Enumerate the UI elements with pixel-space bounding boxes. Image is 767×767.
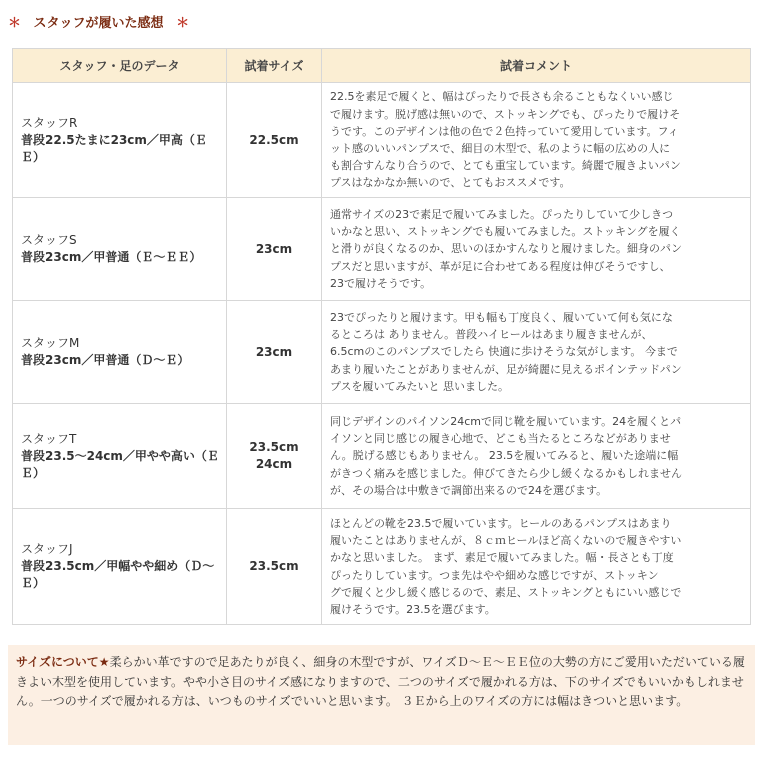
trial-size: 23cm <box>255 241 293 256</box>
size-note-body: 柔らかい革ですので足あたりが良く、細身の木型ですが、ワイズＤ～Ｅ～ＥＥ位の大勢の方にご愛用いただいている履きよい木型を使用しています。やや小さ目のサイズ感になりますので、二つのサイズで履かれる方は、下のサイズでもいいかもしれません。一つのサイズで履かれる方は、いつものサイズでいいと思います。 ３Ｅから上のワイズの方には幅はきついと思います。 <box>16 655 745 708</box>
trial-size-alt: 24cm <box>255 457 293 471</box>
size-cell <box>227 301 322 404</box>
header-comment: 試着コメント <box>322 49 751 83</box>
size-cell <box>227 198 322 301</box>
table-header-row <box>13 49 751 83</box>
staff-name: スタッフJ <box>21 542 73 556</box>
comment-cell <box>322 83 751 198</box>
table-row <box>13 404 751 509</box>
trial-comment: ほとんどの靴を23.5で履いています。ヒールのあるパンプスはあまり 履いたことはありませんが、８ｃｍヒールほど高くないので履きやすい かなと思いました。 まず、素足で履いてみました。幅・長さとも丁度 ぴったりしています。つま先はやや細めな感じですが、ストッキン グで履くと少し緩く感じるので、素足、ストッキングともにいい感じで 履けそうです。23.5を選びます。 <box>330 516 682 616</box>
trial-size: 22.5cm <box>249 132 299 147</box>
table-row <box>13 301 751 404</box>
comment-cell <box>322 509 751 625</box>
table-row <box>13 83 751 198</box>
trial-size: 23cm <box>255 344 293 359</box>
title-star-left: ＊ <box>8 16 22 31</box>
trial-comment: 通常サイズの23で素足で履いてみました。ぴったりしていて少しきつ いかなと思い、ストッキングでも履いてみました。ストッキングを履く と滑りが良くなるのか、思いのほかすんなりと履けました。細身のパン プスだと思いますが、革が足に合わせてある程度は伸びそうですし、 23で履けそうです。 <box>330 207 682 290</box>
foot-data: 普段23.5～24cm／甲やや高い（ＥＥ） <box>21 448 219 480</box>
foot-data: 普段23cm／甲普通（Ｄ～Ｅ） <box>21 353 190 367</box>
trial-size: 23.5cm <box>249 440 299 454</box>
header-staff: スタッフ・足のデータ <box>13 49 227 83</box>
size-note <box>8 645 755 745</box>
size-cell <box>227 509 322 625</box>
title-star-right: ＊ <box>176 16 190 31</box>
title-text: スタッフが履いた感想 <box>33 16 164 31</box>
section-title <box>8 12 189 31</box>
trial-comment: 23でぴったりと履けます。甲も幅も丁度良く、履いていて何も気にな るところは ありません。普段ハイヒールはあまり履きませんが、 6.5cmのこのパンプスでしたら 快適に歩けそうな気がします。 今まで あまり履いたことがありませんが、足が綺麗に見えるポインテッドパン プスを履いてみたいと 思いました。 <box>330 310 682 393</box>
staff-name: スタッフM <box>21 336 80 350</box>
comment-cell <box>322 198 751 301</box>
size-note-lead: サイズについて★ <box>16 655 110 669</box>
trial-comment: 同じデザインのパイソン24cmで同じ靴を履いています。24を履くとパ イソンと同じ感じの履き心地で、どこも当たるところなどがありませ ん。脱げる感じもありません。 23.5を履いてみると、履いた途端に幅 がきつく痛みを感じました。伸びてきたら少し緩くなるかもしれません が、その場合は中敷きで調節出来るので24を選びます。 <box>330 414 682 497</box>
trial-comment: 22.5を素足で履くと、幅はぴったりで長さも余ることもなくいい感じ で履けます。脱げ感は無いので、ストッキングでも、ぴったりで履けそ うです。このデザインは他の色で２色持っていて愛用しています。フィ ット感のいいパンプスで、細目の木型で、私のように幅の広めの人に も割合すんなり合うので、とても重宝しています。綺麗で履きよいパン プスはなかなか無いので、とてもおススメです。 <box>330 90 681 190</box>
staff-name: スタッフS <box>21 233 77 247</box>
staff-cell <box>13 301 227 404</box>
staff-cell <box>13 83 227 198</box>
foot-data: 普段23cm／甲普通（Ｅ～ＥＥ） <box>21 250 202 264</box>
staff-review-table <box>12 48 751 625</box>
comment-cell <box>322 301 751 404</box>
table-row <box>13 509 751 625</box>
staff-name: スタッフR <box>21 115 78 130</box>
comment-cell <box>322 404 751 509</box>
size-cell <box>227 83 322 198</box>
staff-cell <box>13 404 227 509</box>
size-cell <box>227 404 322 509</box>
header-size: 試着サイズ <box>227 49 322 83</box>
foot-data: 普段23.5cm／甲幅やや細め（Ｄ～Ｅ） <box>21 559 215 590</box>
staff-name: スタッフT <box>21 431 77 446</box>
foot-data: 普段22.5たまに23cm／甲高（ＥＥ） <box>21 132 207 164</box>
staff-cell <box>13 509 227 625</box>
trial-size: 23.5cm <box>249 559 299 573</box>
staff-cell <box>13 198 227 301</box>
table-row <box>13 198 751 301</box>
